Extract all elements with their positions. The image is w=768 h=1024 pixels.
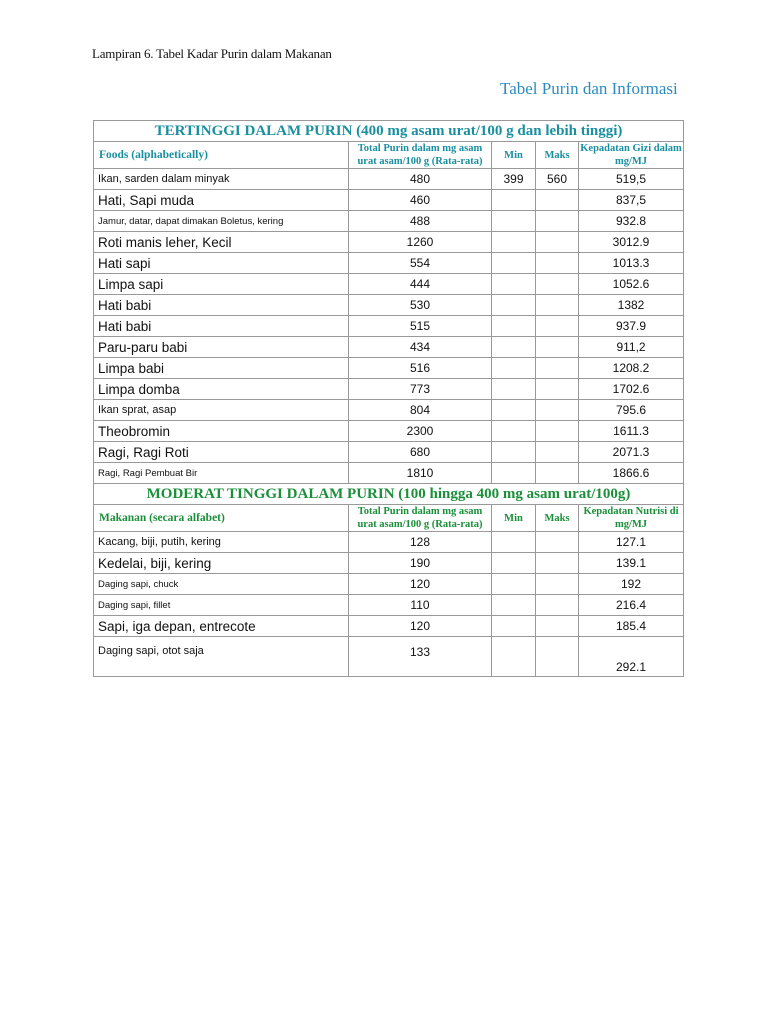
- nutrient-density: 292.1: [579, 637, 684, 677]
- table-row: [94, 190, 684, 211]
- min-value: [492, 253, 536, 274]
- total-purine: 530: [349, 295, 492, 316]
- section2-col-total: Total Purin dalam mg asam urat asam/100 g (Rata-rata): [349, 505, 492, 532]
- table-row: [94, 463, 684, 484]
- max-value: 560: [536, 169, 579, 190]
- nutrient-density: 1702.6: [579, 379, 684, 400]
- section1-col-max: Maks: [536, 142, 579, 169]
- food-name: Ikan, sarden dalam minyak: [94, 169, 349, 190]
- total-purine: 120: [349, 616, 492, 637]
- food-name: Daging sapi, fillet: [94, 595, 349, 616]
- food-name: Ragi, Ragi Roti: [94, 442, 349, 463]
- total-purine: 460: [349, 190, 492, 211]
- nutrient-density: 1866.6: [579, 463, 684, 484]
- table-row: [94, 169, 684, 190]
- min-value: [492, 442, 536, 463]
- food-name: Hati babi: [94, 316, 349, 337]
- min-value: [492, 574, 536, 595]
- min-value: [492, 532, 536, 553]
- max-value: [536, 211, 579, 232]
- section1-col-density: Kepadatan Gizi dalam mg/MJ: [580, 143, 682, 167]
- table-row: [94, 574, 684, 595]
- max-value: [536, 274, 579, 295]
- min-value: 399: [492, 169, 536, 190]
- food-name: Ragi, Ragi Pembuat Bir: [94, 463, 349, 484]
- table-row: [94, 637, 684, 677]
- nutrient-density: 216.4: [579, 595, 684, 616]
- table-row: [94, 379, 684, 400]
- max-value: [536, 295, 579, 316]
- max-value: [536, 316, 579, 337]
- max-value: [536, 400, 579, 421]
- food-name: Limpa domba: [94, 379, 349, 400]
- nutrient-density: 2071.3: [579, 442, 684, 463]
- total-purine: 120: [349, 574, 492, 595]
- nutrient-density: 185.4: [579, 616, 684, 637]
- max-value: [536, 421, 579, 442]
- food-name: Hati babi: [94, 295, 349, 316]
- table-row: [94, 616, 684, 637]
- total-purine: 480: [349, 169, 492, 190]
- nutrient-density: 1013.3: [579, 253, 684, 274]
- min-value: [492, 400, 536, 421]
- section2-col-max: Maks: [536, 505, 579, 532]
- nutrient-density: 139.1: [579, 553, 684, 574]
- nutrient-density: 837,5: [579, 190, 684, 211]
- food-name: Theobromin: [94, 421, 349, 442]
- nutrient-density: 1052.6: [579, 274, 684, 295]
- min-value: [492, 616, 536, 637]
- max-value: [536, 532, 579, 553]
- total-purine: 680: [349, 442, 492, 463]
- total-purine: 444: [349, 274, 492, 295]
- max-value: [536, 190, 579, 211]
- nutrient-density: 127.1: [579, 532, 684, 553]
- section1-col-min: Min: [492, 142, 536, 169]
- section2-col-density: Kepadatan Nutrisi di mg/MJ: [579, 505, 684, 532]
- total-purine: 515: [349, 316, 492, 337]
- nutrient-density: 1611.3: [579, 421, 684, 442]
- max-value: [536, 637, 579, 677]
- food-name: Hati sapi: [94, 253, 349, 274]
- food-name: Hati, Sapi muda: [94, 190, 349, 211]
- food-name: Jamur, datar, dapat dimakan Boletus, kering: [94, 211, 349, 232]
- food-name: Limpa sapi: [94, 274, 349, 295]
- section2-col-min: Min: [492, 505, 536, 532]
- min-value: [492, 274, 536, 295]
- max-value: [536, 232, 579, 253]
- max-value: [536, 337, 579, 358]
- min-value: [492, 316, 536, 337]
- document-header: Lampiran 6. Tabel Kadar Purin dalam Makanan: [92, 46, 332, 61]
- max-value: [536, 595, 579, 616]
- max-value: [536, 253, 579, 274]
- section1-col-food: Foods (alphabetically): [94, 142, 349, 169]
- min-value: [492, 637, 536, 677]
- min-value: [492, 337, 536, 358]
- min-value: [492, 595, 536, 616]
- total-purine: 554: [349, 253, 492, 274]
- section2-title-row: [94, 484, 684, 505]
- food-name: Roti manis leher, Kecil: [94, 232, 349, 253]
- food-name: Kedelai, biji, kering: [94, 553, 349, 574]
- food-name: Ikan sprat, asap: [94, 400, 349, 421]
- table-row: [94, 595, 684, 616]
- nutrient-density: 1382: [579, 295, 684, 316]
- min-value: [492, 379, 536, 400]
- table-row: [94, 400, 684, 421]
- document-title: Tabel Purin dan Informasi: [500, 79, 678, 98]
- min-value: [492, 190, 536, 211]
- table-row: [94, 295, 684, 316]
- food-name: Daging sapi, otot saja: [94, 637, 349, 677]
- min-value: [492, 421, 536, 442]
- section1-header-row: [94, 142, 684, 169]
- min-value: [492, 358, 536, 379]
- section2-col-food: Makanan (secara alfabet): [94, 505, 349, 532]
- nutrient-density: 192: [579, 574, 684, 595]
- min-value: [492, 295, 536, 316]
- section1-title-row: [94, 121, 684, 142]
- nutrient-density: 932.8: [579, 211, 684, 232]
- section2-title: MODERAT TINGGI DALAM PURIN (100 hingga 400 mg asam urat/100g): [94, 484, 684, 505]
- food-name: Sapi, iga depan, entrecote: [94, 616, 349, 637]
- section1-col-total: Total Purin dalam mg asam urat asam/100 g (Rata-rata): [349, 142, 492, 169]
- table-row: [94, 253, 684, 274]
- nutrient-density: 3012.9: [579, 232, 684, 253]
- total-purine: 434: [349, 337, 492, 358]
- table-row: [94, 316, 684, 337]
- total-purine: 1810: [349, 463, 492, 484]
- food-name: Kacang, biji, putih, kering: [94, 532, 349, 553]
- food-name: Limpa babi: [94, 358, 349, 379]
- table-row: [94, 532, 684, 553]
- min-value: [492, 211, 536, 232]
- purine-table: [93, 120, 684, 677]
- total-purine: 190: [349, 553, 492, 574]
- total-purine: 1260: [349, 232, 492, 253]
- section1-title: TERTINGGI DALAM PURIN (400 mg asam urat/100 g dan lebih tinggi): [94, 121, 684, 142]
- min-value: [492, 463, 536, 484]
- total-purine: 516: [349, 358, 492, 379]
- max-value: [536, 358, 579, 379]
- table-row: [94, 358, 684, 379]
- nutrient-density: 519,5: [579, 169, 684, 190]
- table-row: [94, 337, 684, 358]
- nutrient-density: 795.6: [579, 400, 684, 421]
- min-value: [492, 232, 536, 253]
- section2-header-row: [94, 505, 684, 532]
- max-value: [536, 553, 579, 574]
- max-value: [536, 442, 579, 463]
- table-row: [94, 211, 684, 232]
- max-value: [536, 463, 579, 484]
- total-purine: 804: [349, 400, 492, 421]
- total-purine: 133: [349, 637, 492, 677]
- total-purine: 110: [349, 595, 492, 616]
- nutrient-density: 937.9: [579, 316, 684, 337]
- max-value: [536, 574, 579, 595]
- total-purine: 773: [349, 379, 492, 400]
- table-row: [94, 553, 684, 574]
- food-name: Paru-paru babi: [94, 337, 349, 358]
- total-purine: 2300: [349, 421, 492, 442]
- total-purine: 488: [349, 211, 492, 232]
- table-row: [94, 442, 684, 463]
- food-name: Daging sapi, chuck: [94, 574, 349, 595]
- max-value: [536, 379, 579, 400]
- nutrient-density: 1208.2: [579, 358, 684, 379]
- nutrient-density: 911,2: [579, 337, 684, 358]
- table-row: [94, 232, 684, 253]
- max-value: [536, 616, 579, 637]
- min-value: [492, 553, 536, 574]
- total-purine: 128: [349, 532, 492, 553]
- table-row: [94, 421, 684, 442]
- table-row: [94, 274, 684, 295]
